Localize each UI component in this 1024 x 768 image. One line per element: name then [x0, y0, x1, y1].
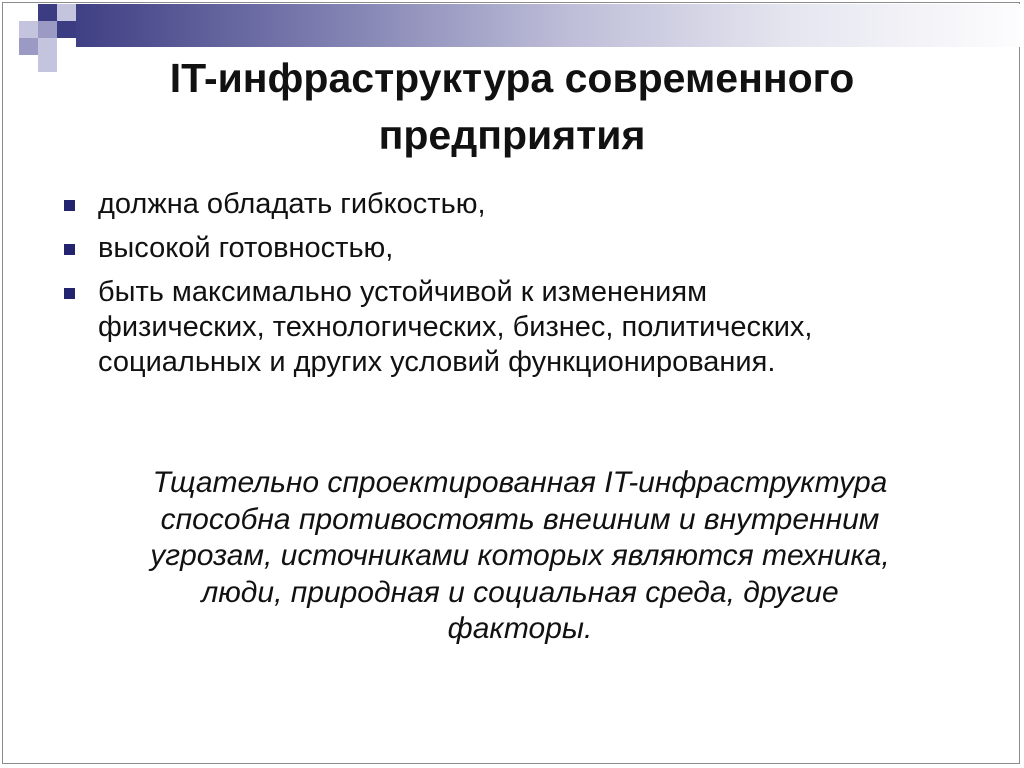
bullet-list	[64, 187, 984, 389]
summary-paragraph	[80, 465, 960, 648]
square-bullet-icon	[64, 288, 75, 299]
deco-square	[57, 4, 76, 21]
note-line: угрозам, источниками которых являются техника,	[150, 539, 890, 572]
header-gradient-bar	[76, 4, 1020, 47]
bullet-text: социальных и других условий функционирования.	[98, 346, 776, 378]
title-line: IT-инфраструктура современного	[169, 55, 855, 101]
deco-square	[38, 21, 57, 38]
square-bullet-icon	[64, 244, 75, 255]
deco-square	[57, 21, 76, 38]
bullet-item	[64, 231, 984, 266]
bullet-text: быть максимально устойчивой к изменениям	[98, 276, 708, 308]
title-line: предприятия	[378, 112, 646, 158]
bullet-item	[64, 187, 984, 222]
slide-title	[0, 50, 1024, 164]
bullet-text: физических, технологических, бизнес, политических,	[98, 311, 813, 343]
note-line: Тщательно спроектированная IT-инфраструктура	[152, 466, 888, 499]
note-line: факторы.	[447, 612, 593, 645]
note-line: способна противостоять внешним и внутренним	[160, 502, 880, 536]
deco-square	[38, 4, 57, 21]
bullet-text: высокой готовностью,	[98, 232, 394, 264]
note-line: люди, природная и социальная среда, другие	[201, 575, 839, 609]
bullet-item	[64, 275, 984, 380]
deco-square	[19, 21, 38, 38]
bullet-text: должна обладать гибкостью,	[98, 188, 486, 220]
square-bullet-icon	[64, 200, 75, 211]
